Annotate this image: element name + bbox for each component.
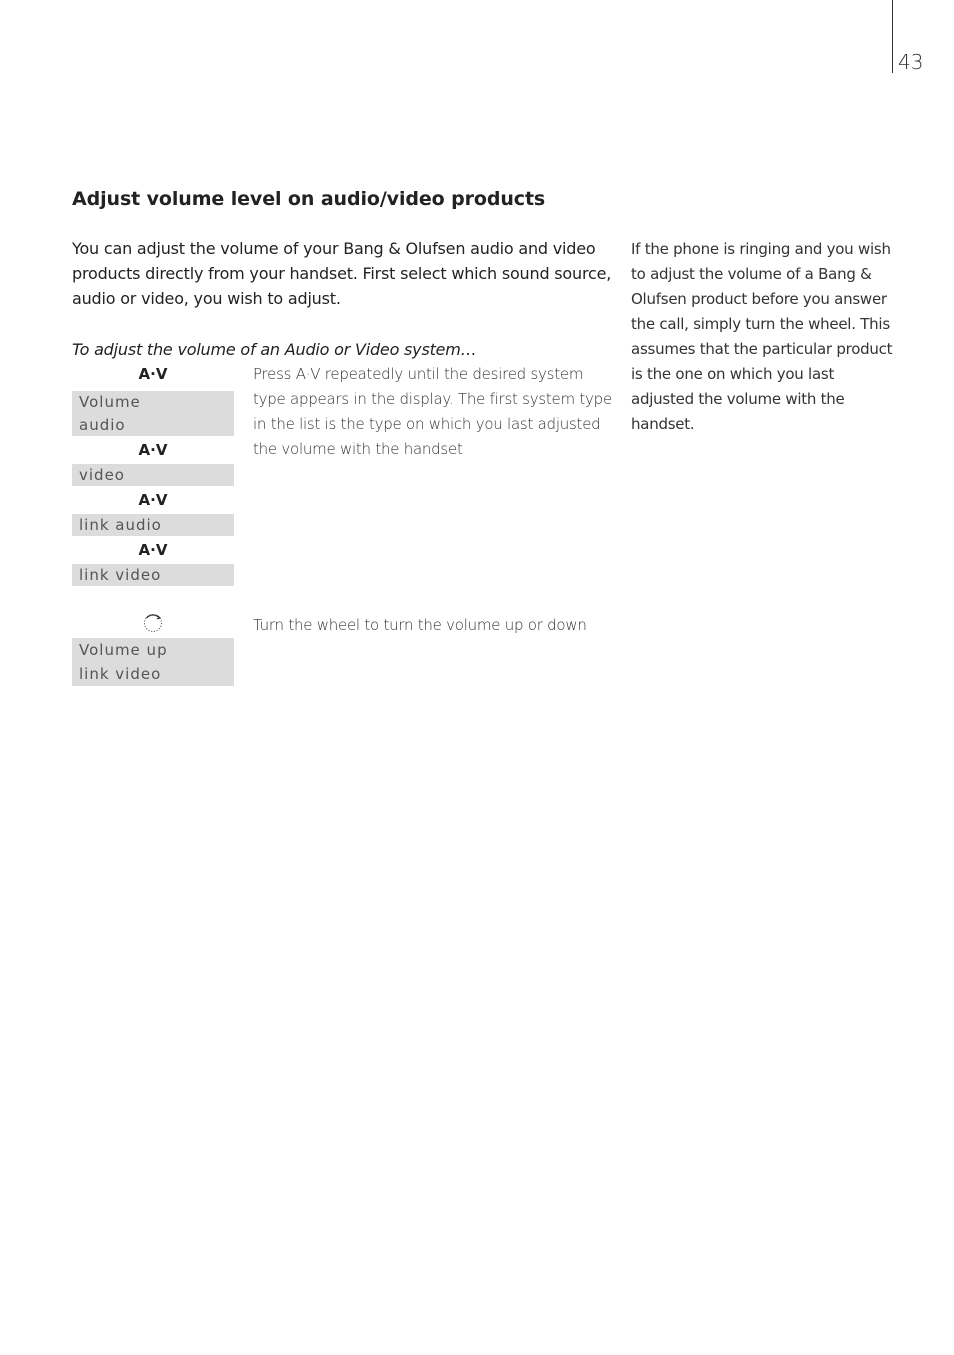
av-key-label: A·V: [138, 365, 168, 383]
side-note: If the phone is ringing and you wish to adjust the volume of a Bang & Olufsen product before you answer the call, simply turn the wheel. This assumes that the particular product is the one on which you last adjusted the volume with the handset.: [631, 240, 893, 433]
av-key-label: A·V: [138, 541, 168, 559]
display-volume-up: [72, 638, 234, 686]
procedure-subheading: To adjust the volume of an Audio or Video system…: [72, 340, 477, 359]
step1-description: Press A·V repeatedly until the desired system type appears in the display. The first system type in the list is the type on which you last adjusted the volume with the handset: [253, 365, 612, 458]
page-number: 43: [898, 50, 924, 74]
intro-paragraph: You can adjust the volume of your Bang & Olufsen audio and video products directly from your handset. First select which sound source, audio or video, you wish to adjust.: [72, 239, 612, 308]
display-line: link video: [79, 665, 162, 683]
display-volume-audio: [72, 391, 234, 436]
display-video: video: [72, 464, 234, 486]
av-key-label: A·V: [138, 441, 168, 459]
wheel-icon: [142, 612, 164, 634]
display-line: Volume: [79, 393, 141, 411]
display-line: audio: [79, 415, 126, 434]
page-edge-rule: [892, 0, 893, 73]
av-key-label: A·V: [138, 491, 168, 509]
display-link-video: link video: [72, 564, 234, 586]
step2-description: Turn the wheel to turn the volume up or down: [253, 616, 587, 634]
display-line: Volume up: [79, 641, 168, 659]
section-heading: Adjust volume level on audio/video products: [72, 188, 546, 210]
display-link-audio: link audio: [72, 514, 234, 536]
